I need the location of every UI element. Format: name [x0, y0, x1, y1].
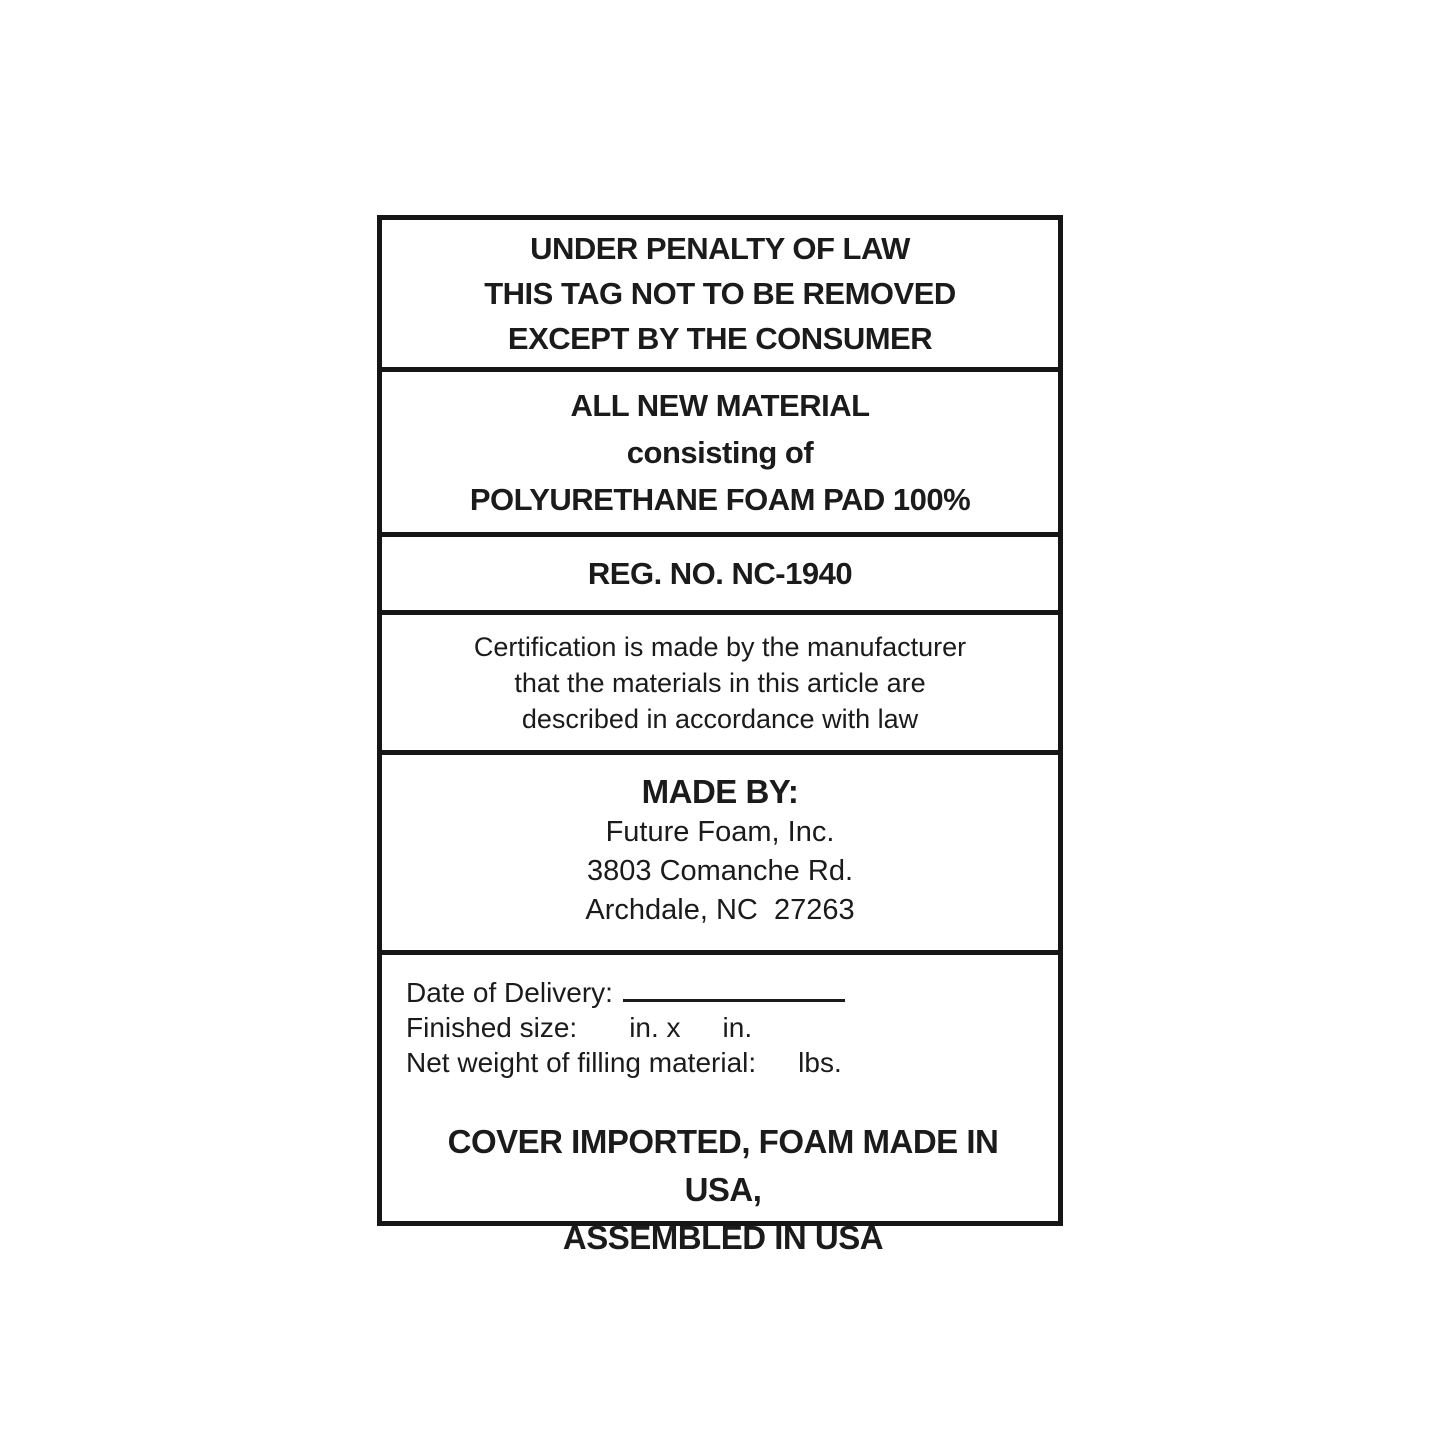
certification-line-3: described in accordance with law — [521, 703, 919, 734]
origin-line-1: COVER IMPORTED, FOAM MADE IN USA, — [447, 1123, 999, 1208]
registration-number: REG. NO. NC-1940 — [587, 555, 853, 591]
penalty-line-3: EXCEPT BY THE CONSUMER — [507, 321, 933, 356]
material-line-2: consisting of — [626, 434, 814, 470]
manufacturer-name: Future Foam, Inc. — [605, 816, 835, 848]
manufacturer-city-state-zip: Archdale, NC 27263 — [585, 894, 855, 926]
finished-size-unit-1: in. x — [629, 1012, 681, 1043]
material-contents-section — [382, 367, 1058, 532]
material-line-1: ALL NEW MATERIAL — [570, 387, 870, 423]
made-by-heading: MADE BY: — [641, 773, 799, 810]
certification-section — [382, 610, 1058, 750]
penalty-line-1: UNDER PENALTY OF LAW — [530, 231, 910, 266]
date-of-delivery-label: Date of Delivery: — [406, 977, 613, 1008]
date-of-delivery-blank — [623, 975, 845, 1002]
made-by-section — [382, 750, 1058, 950]
origin-line-2: ASSEMBLED IN USA — [562, 1219, 884, 1256]
certification-line-1: Certification is made by the manufacturer — [473, 631, 967, 662]
net-weight-label: Net weight of filling material: — [406, 1047, 757, 1078]
finished-size-row — [406, 1010, 1040, 1045]
penalty-warning-section — [382, 220, 1058, 367]
registration-number-section — [382, 532, 1058, 610]
finished-size-label: Finished size: — [406, 1012, 578, 1043]
net-weight-unit: lbs. — [798, 1047, 842, 1078]
origin-statement — [406, 1118, 1040, 1262]
finished-size-unit-2: in. — [722, 1012, 753, 1043]
delivery-details-section — [382, 950, 1058, 1262]
law-tag — [377, 215, 1063, 1256]
manufacturer-street: 3803 Comanche Rd. — [587, 855, 853, 887]
net-weight-row — [406, 1045, 1040, 1080]
date-of-delivery-row — [406, 975, 1040, 1010]
material-line-3: POLYURETHANE FOAM PAD 100% — [469, 481, 971, 517]
certification-line-2: that the materials in this article are — [514, 667, 926, 698]
penalty-line-2: THIS TAG NOT TO BE REMOVED — [484, 276, 956, 311]
